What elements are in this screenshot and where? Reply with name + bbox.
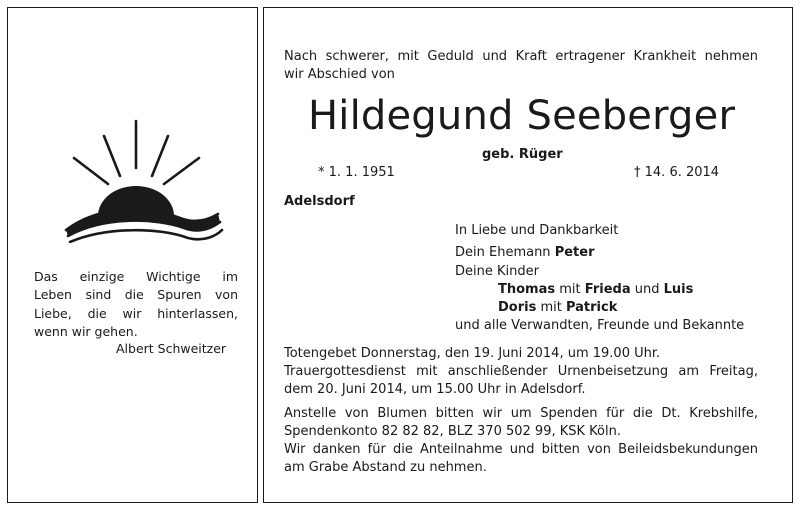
conjunction: mit [559, 282, 581, 297]
conjunction: mit [540, 300, 562, 315]
maiden-name: geb. Rüger [482, 147, 563, 162]
left-panel-frame [7, 7, 258, 503]
child-line [498, 281, 693, 299]
quote-line: Liebe, die wir hinterlassen, [34, 305, 238, 321]
intro-line: wir Abschied von [284, 67, 395, 82]
birth-date: * 1. 1. 1951 [318, 165, 395, 180]
donation-line: Anstelle von Blumen bitten wir um Spenden für die Dt. Krebshilfe, [284, 406, 758, 421]
quote-line: wenn wir gehen. [34, 323, 138, 339]
husband-line [455, 244, 595, 262]
husband-prefix: Dein Ehemann [455, 245, 551, 260]
death-date: † 14. 6. 2014 [634, 165, 720, 180]
child-name: Thomas [498, 282, 556, 297]
thanks-line: Wir danken für die Anteilnahme und bitten von Beileidsbekundungen [284, 442, 758, 457]
dedication: In Liebe und Dankbarkeit [455, 223, 619, 238]
children-label: Deine Kinder [455, 264, 539, 279]
donation-line: Spendenkonto 82 82 82, BLZ 370 502 99, KSK Köln. [284, 424, 621, 439]
place-name: Adelsdorf [284, 194, 355, 209]
sunset-emblem-icon [60, 118, 225, 243]
husband-name: Peter [554, 245, 595, 260]
intro-line: Nach schwerer, mit Geduld und Kraft ertragener Krankheit nehmen [284, 49, 758, 64]
quote-author: Albert Schweitzer [116, 341, 227, 356]
service-line: dem 20. Juni 2014, um 15.00 Uhr in Adelsdorf. [284, 382, 586, 397]
child-name: Doris [498, 300, 537, 315]
relatives-line: und alle Verwandten, Freunde und Bekannte [455, 318, 745, 333]
quote-line: Das einzige Wichtige im [34, 269, 238, 284]
child-line [498, 299, 617, 317]
quote-text [34, 268, 238, 341]
thanks-line: am Grabe Abstand zu nehmen. [284, 460, 487, 475]
partner-name: Frieda [584, 282, 631, 297]
grandchild-name: Luis [663, 282, 694, 297]
service-line: Trauergottesdienst mit anschließender Urnenbeisetzung am Freitag, [284, 364, 758, 379]
service-line: Totengebet Donnerstag, den 19. Juni 2014, um 19.00 Uhr. [284, 346, 661, 361]
deceased-name: Hildegund Seeberger [308, 93, 736, 139]
partner-name: Patrick [565, 300, 618, 315]
quote-line: Leben sind die Spuren von [34, 287, 238, 303]
conjunction: und [634, 282, 660, 297]
